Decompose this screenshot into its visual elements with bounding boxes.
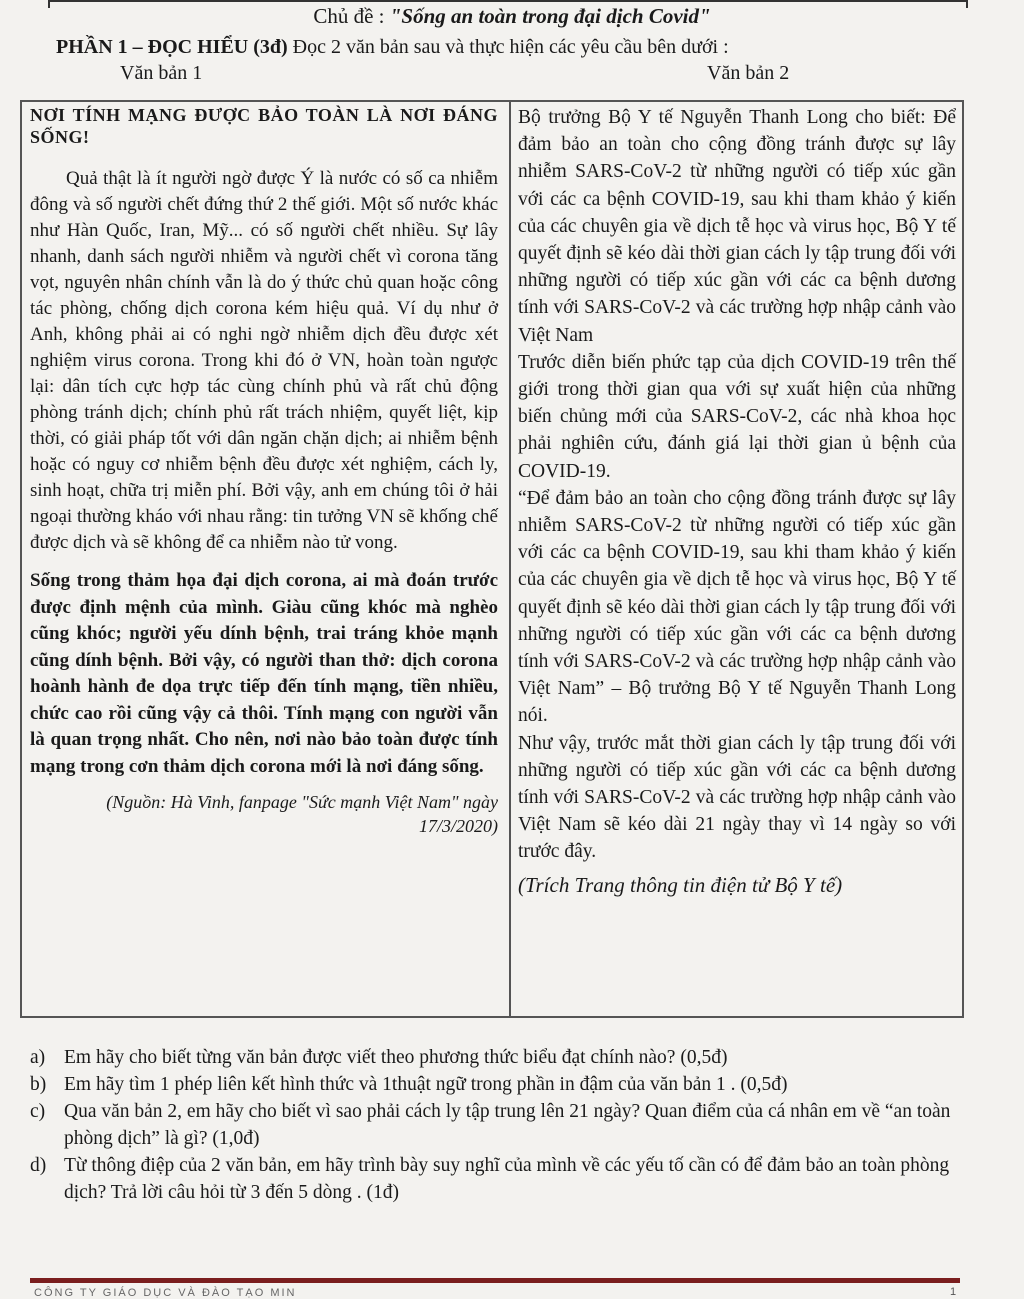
part-heading xyxy=(56,36,729,59)
question-text: Em hãy tìm 1 phép liên kết hình thức và 1thuật ngữ trong phần in đậm của văn bản 1 . (0,5đ) xyxy=(64,1074,788,1095)
text2-column xyxy=(518,104,956,899)
text1-paragraph: Quả thật là ít người ngờ được Ý là nước có số ca nhiễm đông và số người chết đứng thứ 2 thế giới. Một số nước khác như Hàn Quốc, Iran, Mỹ... có số người chết nhiều. Sự lây nhanh, danh sách người nhiễm và người chết vì corona tăng vọt, nguyên nhân chính vẫn là do ý thức chủ quan hoặc công tác phòng, chống dịch corona kém hiệu quả. Ví dụ như ở Anh, không phải ai có nghi ngờ nhiễm dịch đều được xét nghiệm virus corona. Trong khi đó ở VN, hoàn toàn ngược lại: dân tích cực hợp tác cùng chính phủ và rất chủ động phòng tránh dịch; chính phủ rất trách nhiệm, quyết liệt, kịp thời, có giải pháp tốt với dân ngăn chặn dịch; ai nhiễm bệnh hoặc có nguy cơ nhiễm bệnh đều được xét nghiệm, cách ly, sinh hoạt, chữa trị miễn phí. Bởi vậy, anh em chúng tôi ở hải ngoại thường kháo với nhau rằng: tin tưởng VN sẽ khống chế được dịch và sẽ không để ca nhiễm nào tử vong. xyxy=(30,168,498,553)
question-item xyxy=(30,1098,970,1152)
text2-source: (Trích Trang thông tin điện tử Bộ Y tế) xyxy=(518,872,843,897)
question-item xyxy=(30,1071,970,1098)
text1-title: NƠI TÍNH MẠNG ĐƯỢC BẢO TOÀN LÀ NƠI ĐÁNG SỐNG! xyxy=(30,105,498,147)
footer-rule xyxy=(30,1278,960,1283)
question-item xyxy=(30,1044,970,1071)
column-divider xyxy=(509,100,511,1018)
part-label: PHẦN 1 – ĐỌC HIỂU (3đ) xyxy=(56,36,288,58)
topic-heading xyxy=(0,4,1024,29)
text1-bold-paragraph: Sống trong thảm họa đại dịch corona, ai mà đoán trước được định mệnh của mình. Giàu cũng khóc mà nghèo cũng khóc; người yếu dính bệnh, trai tráng khỏe mạnh cũng dính bệnh. Bởi vậy, có người than thở: dịch corona hoành hành đe dọa trực tiếp đến tính mạng, tiền nhiều, chức cao rồi cũng vậy cả thôi. Tính mạng con người vẫn là quan trọng nhất. Cho nên, nơi nào bảo toàn được tính mạng trong cơn thảm dịch corona mới là nơi đáng sống. xyxy=(30,570,498,777)
question-text: Từ thông điệp của 2 văn bản, em hãy trình bày suy nghĩ của mình về các yếu tố cần có để đảm bảo an toàn phòng dịch? Trả lời câu hỏi từ 3 đến 5 dòng . (1đ) xyxy=(64,1155,950,1203)
part-instruction: Đọc 2 văn bản sau và thực hiện các yêu cầu bên dưới : xyxy=(287,36,729,58)
text2-paragraph-2: Trước diễn biến phức tạp của dịch COVID-19 trên thế giới trong thời gian qua với sự xuất hiện của những biến chủng mới của SARS-CoV-2, các nhà khoa học phải nghiên cứu, đánh giá lại thời gian ủ bệnh của COVID-19. xyxy=(518,351,956,482)
question-text: Qua văn bản 2, em hãy cho biết vì sao phải cách ly tập trung lên 21 ngày? Quan điểm của cá nhân em về “an toàn phòng dịch” là gì? (1,0đ) xyxy=(64,1101,951,1149)
question-text: Em hãy cho biết từng văn bản được viết theo phương thức biểu đạt chính nào? (0,5đ) xyxy=(64,1047,728,1068)
text1-column xyxy=(30,104,498,838)
question-label: b) xyxy=(30,1074,47,1095)
text2-paragraph-1: Bộ trưởng Bộ Y tế Nguyễn Thanh Long cho biết: Để đảm bảo an toàn cho cộng đồng tránh được sự lây nhiễm SARS-CoV-2 từ những người có tiếp xúc gần với các ca bệnh COVID-19, sau khi tham khảo ý kiến của các chuyên gia về dịch tễ học và virus học, Bộ Y tế quyết định sẽ kéo dài thời gian cách ly tập trung đối với những người có tiếp xúc gần với các ca bệnh dương tính với SARS-CoV-2 và các trường hợp nhập cảnh vào Việt Nam xyxy=(518,107,956,346)
text2-paragraph-4: Như vậy, trước mắt thời gian cách ly tập trung đối với những người có tiếp xúc gần với các ca bệnh dương tính với SARS-CoV-2 và các trường hợp nhập cảnh vào Việt Nam sẽ kéo dài 21 ngày thay vì 14 ngày so với trước đây. xyxy=(518,732,956,863)
text1-label: Văn bản 1 xyxy=(120,62,203,84)
footer-page-number: 1 xyxy=(950,1286,957,1298)
topic-prefix: Chủ đề : xyxy=(313,4,390,28)
question-label: a) xyxy=(30,1047,46,1068)
text2-paragraph-3: “Để đảm bảo an toàn cho cộng đồng tránh được sự lây nhiễm SARS-CoV-2 từ những người có tiếp xúc gần với các ca bệnh COVID-19, sau khi tham khảo ý kiến của các chuyên gia về dịch tễ học và virus học, Bộ Y tế quyết định sẽ kéo dài thời gian cách ly tập trung đối với những người có tiếp xúc gần với các ca bệnh dương tính với SARS-CoV-2 và các trường hợp nhập cảnh vào Việt Nam” – Bộ trưởng Bộ Y tế Nguyễn Thanh Long nói. xyxy=(518,487,956,727)
questions-list xyxy=(30,1044,970,1206)
question-label: c) xyxy=(30,1101,46,1122)
text1-source: (Nguồn: Hà Vinh, fanpage "Sức mạnh Việt Nam" ngày 17/3/2020) xyxy=(106,792,498,836)
question-label: d) xyxy=(30,1155,47,1176)
text2-label: Văn bản 2 xyxy=(707,62,790,84)
topic-title: "Sống an toàn trong đại dịch Covid" xyxy=(389,4,711,28)
question-item xyxy=(30,1152,970,1206)
footer-company: CÔNG TY GIÁO DỤC VÀ ĐÀO TẠO MIN xyxy=(34,1287,297,1299)
